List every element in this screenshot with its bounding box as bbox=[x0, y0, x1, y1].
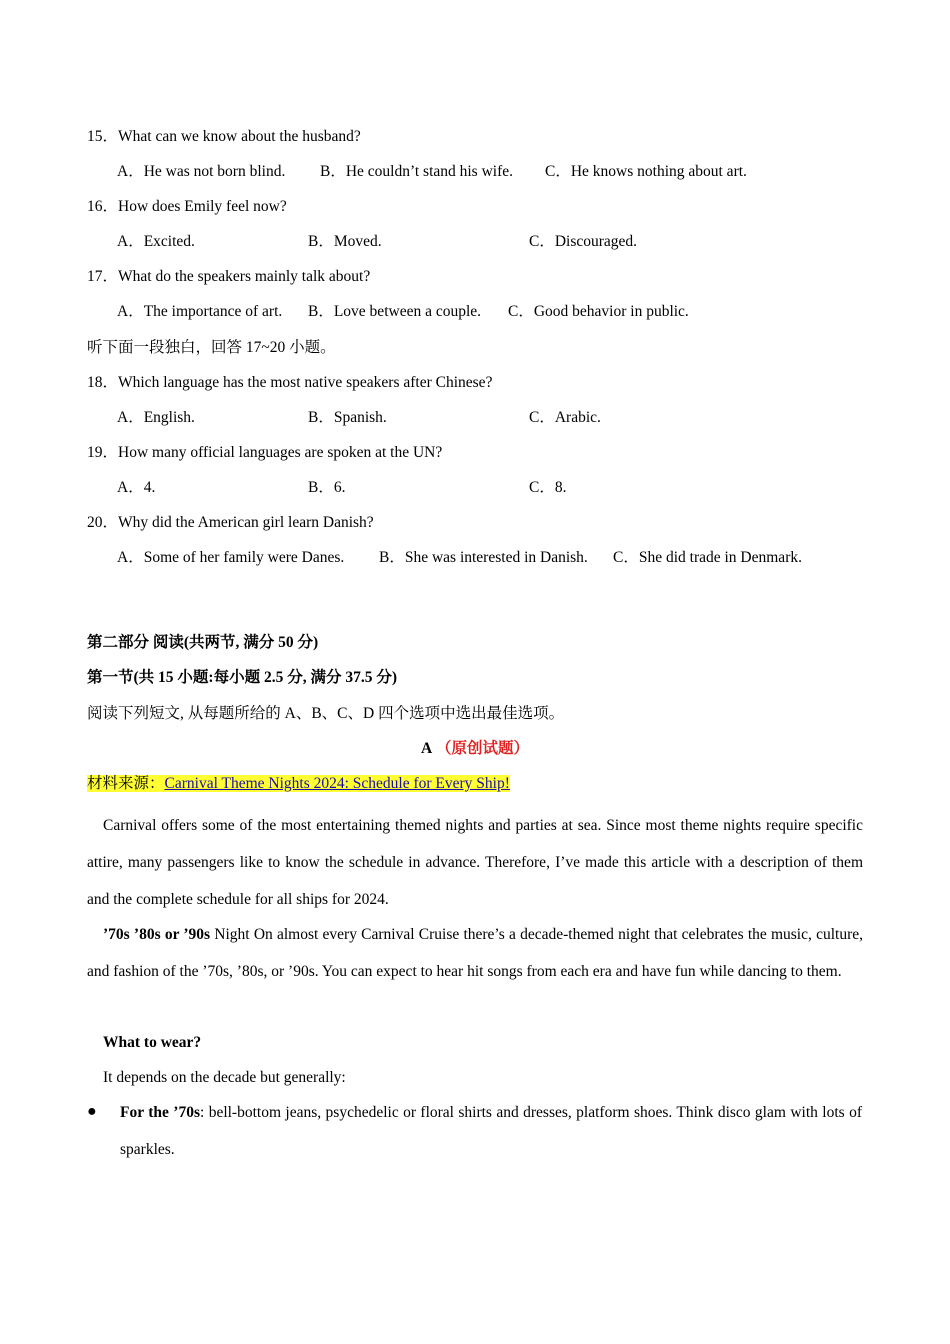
source-label: 材料来源： bbox=[87, 775, 165, 792]
decade-title: ’70s ’80s or ’90s bbox=[103, 926, 211, 943]
option-c: C．8. bbox=[529, 479, 567, 496]
passage-intro bbox=[87, 807, 863, 918]
option-b: B．6. bbox=[308, 479, 346, 496]
bullet-icon: ● bbox=[87, 1103, 97, 1120]
option-a: A．English. bbox=[117, 409, 195, 426]
decade-text: Night On almost every Carnival Cruise there’s a decade-themed night that celebrates the music, culture, and fashion of the ’70s, ’80s, or ’90s. You can expect to hear hit songs from each era and have fun while dancing to them. bbox=[87, 926, 863, 980]
option-b: B．Moved. bbox=[308, 233, 382, 250]
option-a: A．4. bbox=[117, 479, 156, 496]
bullet-lead: For the ’70s bbox=[120, 1104, 200, 1121]
question-stem: 15．What can we know about the husband? bbox=[87, 128, 361, 145]
part-title: 第二部分 阅读(共两节, 满分 50 分) bbox=[87, 634, 319, 651]
question-stem: 16．How does Emily feel now? bbox=[87, 198, 287, 215]
bullet-text: : bell-bottom jeans, psychedelic or floral shirts and dresses, platform shoes. Think disco glam with lots of sparkles. bbox=[120, 1104, 862, 1158]
reading-instruction: 阅读下列短文, 从每题所给的 A、B、C、D 四个选项中选出最佳选项。 bbox=[87, 705, 565, 722]
question-stem: 20．Why did the American girl learn Danish? bbox=[87, 514, 374, 531]
bullet-item bbox=[120, 1094, 862, 1168]
option-b: B．Spanish. bbox=[308, 409, 387, 426]
question-stem: 17．What do the speakers mainly talk about? bbox=[87, 268, 371, 285]
option-c: C．Arabic. bbox=[529, 409, 601, 426]
option-a: A．Excited. bbox=[117, 233, 195, 250]
option-c: C．He knows nothing about art. bbox=[545, 163, 747, 180]
option-b: B．He couldn’t stand his wife. bbox=[320, 163, 514, 180]
option-a: A．Some of her family were Danes. bbox=[117, 549, 345, 566]
passage-letter: A bbox=[420, 740, 433, 757]
wear-intro: It depends on the decade but generally: bbox=[103, 1069, 346, 1086]
passage-intro-text: Carnival offers some of the most entertaining themed nights and parties at sea. Since most theme nights require specific attire, many passengers like to know the schedule in advance. Therefore, I’ve made this article with a description of them and the complete schedule for all ships for 2024. bbox=[87, 817, 863, 908]
option-a: A．He was not born blind. bbox=[117, 163, 286, 180]
source-link[interactable]: Carnival Theme Nights 2024: Schedule for Every Ship! bbox=[164, 775, 510, 792]
question-stem: 19．How many official languages are spoken at the UN? bbox=[87, 444, 443, 461]
option-a: A．The importance of art. bbox=[117, 303, 283, 320]
option-b: B．She was interested in Danish. bbox=[379, 549, 588, 566]
decade-paragraph bbox=[87, 916, 863, 990]
section-title: 第一节(共 15 小题:每小题 2.5 分, 满分 37.5 分) bbox=[87, 669, 397, 686]
passage-heading bbox=[87, 739, 863, 759]
option-b: B．Love between a couple. bbox=[308, 303, 482, 320]
monologue-instruction: 听下面一段独白，回答 17~20 小题。 bbox=[87, 339, 336, 356]
wear-heading: What to wear? bbox=[103, 1034, 202, 1051]
passage-note: （原创试题） bbox=[436, 740, 530, 757]
question-stem: 18．Which language has the most native speakers after Chinese? bbox=[87, 374, 493, 391]
option-c: C．Discouraged. bbox=[529, 233, 638, 250]
option-c: C．She did trade in Denmark. bbox=[613, 549, 802, 566]
source-line bbox=[87, 774, 510, 794]
option-c: C．Good behavior in public. bbox=[508, 303, 689, 320]
